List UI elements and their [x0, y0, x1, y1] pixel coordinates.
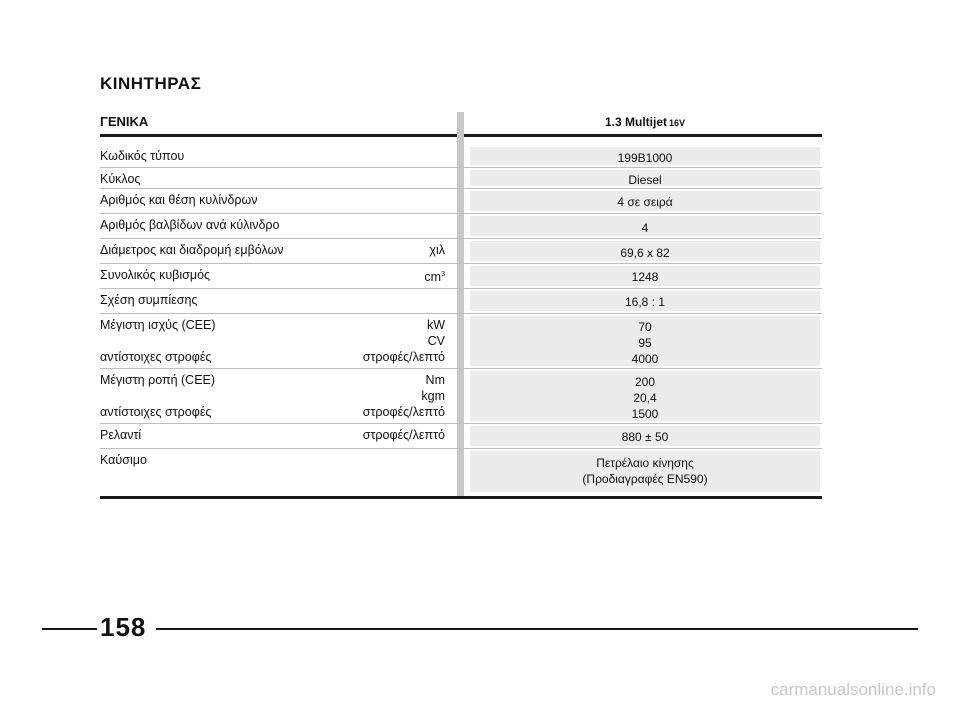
table-bottom-rule	[100, 496, 822, 499]
row-label: Ρελαντί	[100, 428, 142, 442]
row-unit-text: cm	[424, 270, 442, 285]
row-value	[470, 371, 820, 421]
row-unit	[363, 372, 445, 420]
row-value	[470, 147, 820, 165]
row-value-text: 880 ± 50	[621, 430, 669, 444]
row-unit: χιλ	[429, 243, 445, 257]
row-unit-line: Nm	[425, 373, 445, 387]
row-unit	[424, 267, 445, 285]
row-value	[470, 241, 820, 261]
engine-suffix: 16V	[669, 118, 686, 128]
row-label: Αριθμός βαλβίδων ανά κύλινδρο	[100, 218, 280, 232]
row-label: Συνολικός κυβισμός	[100, 268, 211, 282]
row-unit-line: kW	[426, 318, 445, 332]
section-heading: ΓΕΝΙΚΑ	[100, 114, 149, 129]
row-value	[470, 291, 820, 311]
row-label: Διάμετρος και διαδρομή εμβόλων	[100, 243, 284, 257]
table-row	[100, 168, 822, 189]
page-title: ΚΙΝΗΤΗΡΑΣ	[100, 74, 202, 93]
row-unit-line: kgm	[421, 389, 445, 403]
row-label-line: αντίστοιχες στροφές	[100, 350, 212, 364]
row-value-text: 199B1000	[617, 151, 673, 165]
row-label: Κύκλος	[100, 172, 141, 186]
engine-name: 1.3 Multijet	[604, 115, 667, 129]
table-row	[100, 145, 822, 168]
row-unit-line: CV	[427, 334, 445, 348]
row-label: Σχέση συμπίεσης	[100, 293, 198, 307]
row-value-line: 200	[634, 375, 656, 389]
row-unit-line: στροφές/λεπτό	[362, 405, 445, 419]
row-unit-line: στροφές/λεπτό	[362, 350, 445, 364]
page-number: 158	[100, 612, 147, 642]
table-row	[100, 424, 822, 449]
table-row	[100, 369, 822, 424]
row-value-text: 4	[641, 221, 649, 235]
table-row	[100, 189, 822, 214]
row-value	[470, 451, 820, 492]
row-value-text: 4 σε σειρά	[617, 195, 673, 209]
row-value	[470, 191, 820, 211]
row-label: Αριθμός και θέση κυλίνδρων	[100, 193, 258, 207]
row-value	[470, 170, 820, 186]
row-label: Κωδικός τύπου	[100, 149, 185, 163]
row-value	[470, 216, 820, 236]
row-label-line: Μέγιστη ισχύς (CEE)	[100, 318, 216, 332]
footer-rule-left	[42, 628, 97, 630]
row-value-line: 70	[638, 320, 652, 334]
row-value-line: 20,4	[633, 391, 657, 405]
row-label-line: αντίστοιχες στροφές	[100, 405, 212, 419]
row-value	[470, 266, 820, 286]
table-row	[100, 449, 822, 494]
row-value	[470, 316, 820, 366]
row-value	[470, 426, 820, 446]
row-value-line: Πετρέλαιο κίνησης	[596, 456, 694, 470]
row-value-text: 16,8 : 1	[624, 295, 666, 309]
row-value-text: Diesel	[628, 173, 662, 187]
table-row	[100, 264, 822, 289]
table-row	[100, 214, 822, 239]
row-unit	[363, 317, 445, 365]
row-value-line: 4000	[631, 352, 659, 366]
table-row	[100, 314, 822, 369]
row-value-line: 1500	[631, 407, 659, 421]
row-unit: στροφές/λεπτό	[362, 428, 445, 442]
row-value-line: 95	[638, 336, 652, 350]
watermark: carmanualsonline.info	[770, 680, 936, 699]
table-row	[100, 289, 822, 314]
row-value-text: 1248	[631, 270, 659, 284]
row-value-line: (Προδιαγραφές EN590)	[582, 472, 708, 486]
table-row	[100, 239, 822, 264]
footer-rule-right	[156, 628, 918, 630]
row-label-line: Μέγιστη ροπή (CEE)	[100, 373, 216, 387]
row-unit-superscript: 3	[441, 271, 445, 278]
engine-heading	[470, 115, 820, 129]
row-value-text: 69,6 x 82	[620, 246, 670, 260]
row-label: Καύσιμο	[100, 453, 147, 467]
